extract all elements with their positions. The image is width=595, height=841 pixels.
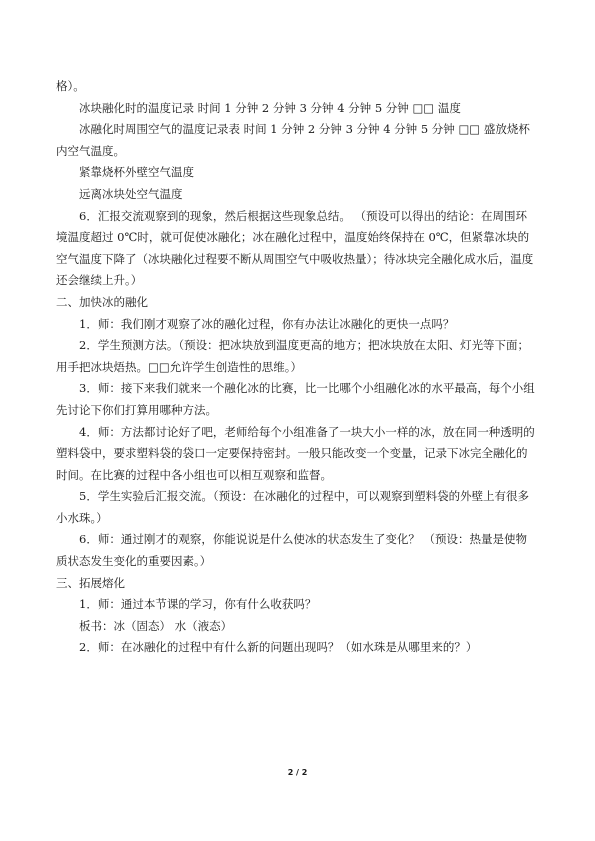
paragraph: 2．师：在冰融化的过程中有什么新的问题出现吗？（如水珠是从哪里来的？）	[79, 640, 478, 655]
paragraph: 紧靠烧杯外壁空气温度	[79, 165, 194, 180]
section-heading: 三、拓展熔化	[56, 575, 125, 590]
paragraph: 5．学生实验后汇报交流。（预设：在冰融化的过程中，可以观察到塑料袋的外壁上有很多小水珠。）	[56, 489, 530, 525]
section-heading: 二、加快冰的融化	[56, 294, 148, 309]
paragraph: 3．师：接下来我们就来一个融化冰的比赛，比一比哪个小组融化冰的水平最高，每个小组先讨论下你们打算用哪种方法。	[56, 381, 535, 417]
paragraph: 板书：冰（固态） 水（液态）	[79, 618, 233, 633]
paragraph: 远离冰块处空气温度	[79, 186, 183, 201]
paragraph: 冰融化时周围空气的温度记录表 时间 1 分钟 2 分钟 3 分钟 4 分钟 5 分钟 □□ 盛放烧杯内空气温度。	[56, 122, 530, 158]
paragraph: 1．师：通过本节课的学习，你有什么收获吗？	[79, 597, 317, 612]
document-body	[56, 76, 536, 659]
paragraph: 4．师：方法都讨论好了吧，老师给每个小组准备了一块大小一样的冰，放在同一种透明的塑料袋中，要求塑料袋的袋口一定要保持密封。一般只能改变一个变量，记录下冰完全融化的时间。在比赛的过程中各小组也可以相互观察和监督。	[56, 424, 535, 482]
paragraph: 6．汇报交流观察到的现象，然后根据这些现象总结。 （预设可以得出的结论：在周围环境温度超过 0℃时，就可促使冰融化；冰在融化过程中，温度始终保持在 0℃，但紧靠冰块的空气温度下降了（冰块融化过程要不断从周围空气中吸收热量）；待冰块完全融化成水后，温度还会继续上升。）	[56, 208, 534, 288]
paragraph: 2．学生预测方法。（预设：把冰块放到温度更高的地方；把冰块放在太阳、灯光等下面；用手把冰块焐热。□□允许学生创造性的思维。）	[56, 338, 530, 374]
paragraph: 格）。	[56, 79, 85, 93]
paragraph: 6．师：通过刚才的观察，你能说说是什么使冰的状态发生了变化？ （预设：热量是使物质状态发生变化的重要因素。）	[56, 532, 527, 569]
paragraph: 冰块融化时的温度记录 时间 1 分钟 2 分钟 3 分钟 4 分钟 5 分钟 □□ 温度	[79, 100, 461, 115]
paragraph: 1．师：我们刚才观察了冰的融化过程，你有办法让冰融化的更快一点吗？	[79, 316, 455, 331]
page-number: 2 / 2	[287, 768, 308, 777]
